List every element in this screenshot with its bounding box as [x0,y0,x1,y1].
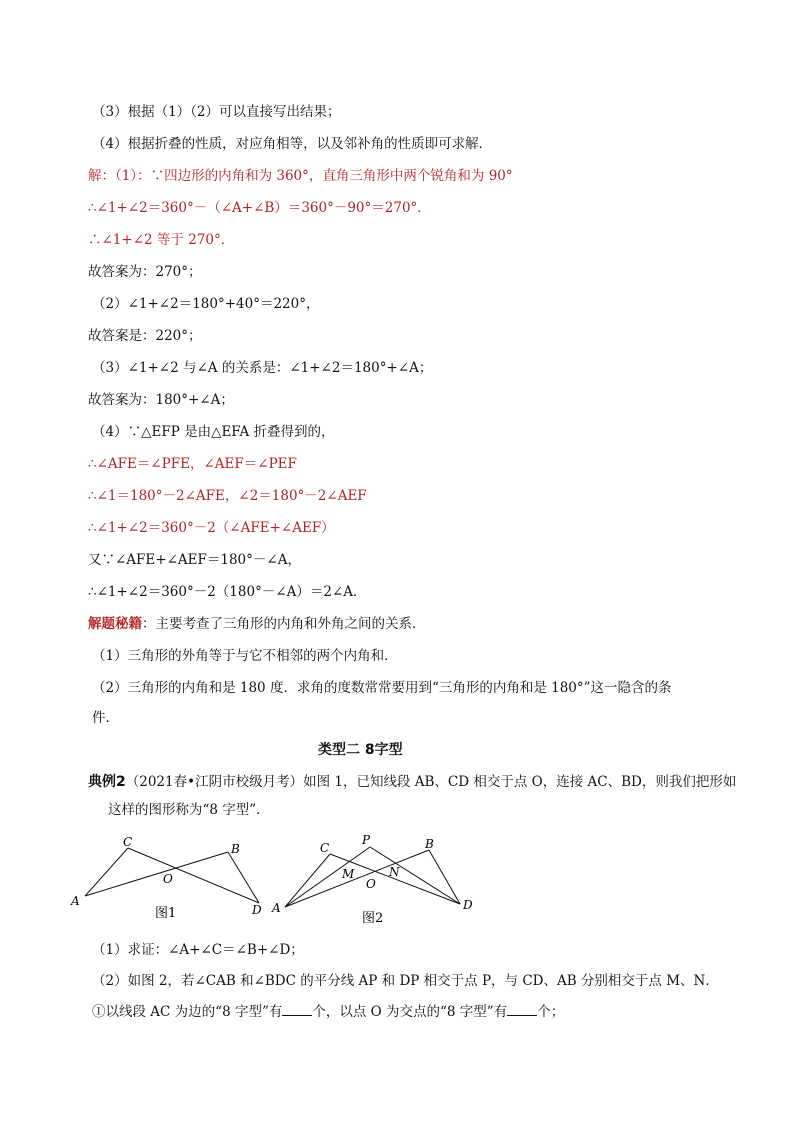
figure-2 [268,830,483,930]
fig2-label-n: N [389,865,400,879]
question-line [92,1003,564,1021]
example-line [88,773,736,791]
text-line: ∴∠1+∠2＝360°－2（180°－∠A）＝2∠A． [88,584,367,600]
tip-label: 解题秘籍 [88,616,142,632]
text-line: （2）∠1+∠2＝180°+40°＝220°， [92,296,320,312]
fig1-label-o: O [163,872,173,886]
text-line: （2）三角形的内角和是 180 度．求角的度数常常要用到“三角形的内角和是 180°”这一隐含的条 [92,680,672,696]
question-text: 个； [537,1004,565,1020]
tip-line [88,615,426,633]
solution-line: ∴∠AFE＝∠PFE，∠AEF＝∠PEF [88,456,297,472]
fig1-caption: 图1 [155,906,177,921]
example-text: （2021春•江阴市校级月考）如图 1，已知线段 AB、CD 相交于点 O，连接 AC、BD，则我们把形如 [125,774,737,790]
fig2-label-d: D [463,898,473,912]
fig2-label-a: A [272,901,281,915]
text-line: 这样的图形称为“8 字型”． [108,802,270,818]
question-line: （2）如图 2，若∠CAB 和∠BDC 的平分线 AP 和 DP 相交于点 P，与 CD、AB 分别相交于点 M、N． [92,973,719,989]
fig1-label-a: A [71,894,80,908]
fig2-label-m: M [342,867,355,881]
text-line: 又∵∠AFE+∠AEF＝180°－∠A， [88,552,301,568]
figure-1 [68,836,278,926]
fig1-label-c: C [123,836,133,849]
question-line: （1）求证：∠A+∠C＝∠B+∠D； [92,942,304,958]
section-title: 类型二 8字型 [318,742,403,758]
fig1-label-b: B [231,842,240,856]
example-label: 典例2 [88,774,126,790]
fig1-label-d: D [252,903,262,917]
text-line: 故答案为：270°； [88,264,202,280]
text-line: （4）根据折叠的性质，对应角相等，以及邻补角的性质即可求解． [92,136,493,152]
solution-line: ∴∠1+∠2 等于 270°． [88,232,235,248]
text-line: （3）∠1+∠2 与∠A 的关系是：∠1+∠2＝180°+∠A； [92,360,433,376]
answer-blank[interactable] [507,1003,537,1016]
solution-line: 解：（1）：∵四边形的内角和为 360°，直角三角形中两个锐角和为 90° [88,168,513,184]
solution-line: ∴∠1+∠2＝360°－2（∠AFE+∠AEF） [88,520,335,536]
question-text: 个，以点 O 为交点的“8 字型”有 [312,1004,508,1020]
fig2-caption: 图2 [362,911,384,926]
fig2-label-o: O [366,877,376,891]
text-line: （1）三角形的外角等于与它不相邻的两个内角和． [92,648,398,664]
text-line: （4）∵△EFP 是由△EFA 折叠得到的， [92,424,335,440]
answer-blank[interactable] [282,1003,312,1016]
tip-text: ：主要考查了三角形的内角和外角之间的关系． [142,616,426,632]
text-line: 件． [92,710,119,726]
text-line: （3）根据（1）（2）可以直接写出结果； [92,104,341,120]
text-line: 故答案为：180°+∠A； [88,392,234,408]
solution-line: ∴∠1+∠2＝360°－（∠A+∠B）＝360°－90°＝270°． [88,200,431,216]
fig2-label-b: B [425,837,434,851]
text-line: 故答案是：220°； [88,328,202,344]
fig2-label-c: C [320,841,330,855]
question-text: ①以线段 AC 为边的“8 字型”有 [92,1004,283,1020]
fig2-label-p: P [362,833,371,847]
solution-line: ∴∠1＝180°－2∠AFE，∠2＝180°－2∠AEF [88,488,367,504]
